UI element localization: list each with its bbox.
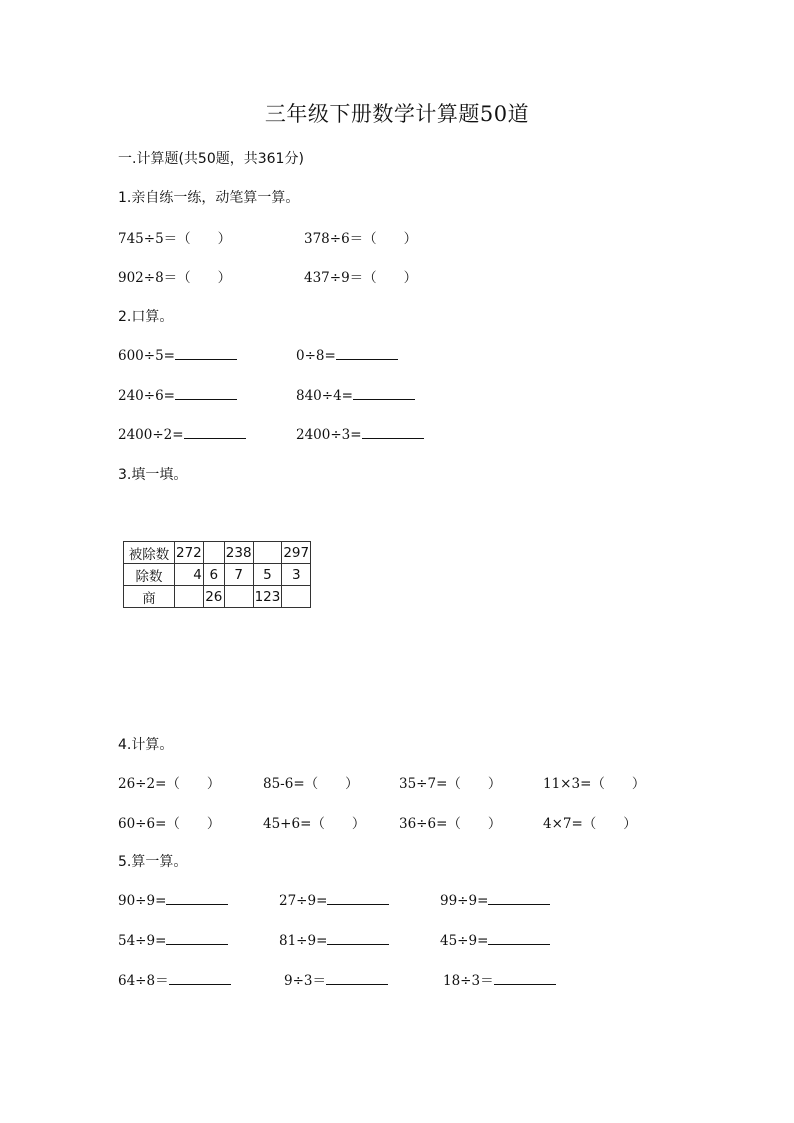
table-cell: 123 xyxy=(253,586,282,608)
table-row xyxy=(124,586,311,608)
table-cell: 297 xyxy=(282,542,311,564)
q4-item: 60÷6=（ ） xyxy=(118,816,221,832)
q2-item: 240÷6= xyxy=(118,385,237,404)
page-title: 三年级下册数学计算题50道 xyxy=(264,102,530,126)
answer-blank[interactable] xyxy=(327,890,389,905)
answer-blank[interactable] xyxy=(166,890,228,905)
answer-blank[interactable] xyxy=(166,930,228,945)
table-cell: 4 xyxy=(175,564,204,586)
answer-blank[interactable] xyxy=(488,890,550,905)
q4-item: 11×3=（ ） xyxy=(543,776,646,792)
q1-item: 437÷9＝（ ） xyxy=(304,270,418,286)
q5-item: 81÷9= xyxy=(279,930,389,949)
table-row xyxy=(124,542,311,564)
table-cell[interactable] xyxy=(203,542,224,564)
q5-item: 9÷3＝ xyxy=(284,969,388,989)
q2-item: 2400÷3= xyxy=(296,424,424,443)
q1-item: 378÷6＝（ ） xyxy=(304,231,418,247)
answer-blank[interactable] xyxy=(184,424,246,439)
answer-blank[interactable] xyxy=(175,345,237,360)
table-cell[interactable] xyxy=(253,542,282,564)
table-cell[interactable] xyxy=(282,586,311,608)
answer-blank[interactable] xyxy=(169,970,231,985)
table-cell: 7 xyxy=(224,564,253,586)
q5-item: 90÷9= xyxy=(118,890,228,909)
answer-blank[interactable] xyxy=(327,930,389,945)
division-table xyxy=(123,541,311,608)
q1-heading: 1.亲自练一练，动笔算一算。 xyxy=(118,190,300,206)
q5-heading: 5.算一算。 xyxy=(118,854,188,870)
table-cell[interactable] xyxy=(175,586,204,608)
table-cell: 5 xyxy=(253,564,282,586)
answer-blank[interactable] xyxy=(326,970,388,985)
answer-blank[interactable] xyxy=(336,345,398,360)
q4-item: 36÷6=（ ） xyxy=(399,816,502,832)
answer-blank[interactable] xyxy=(353,385,415,400)
table-cell: 238 xyxy=(224,542,253,564)
q2-item: 2400÷2= xyxy=(118,424,246,443)
table-cell: 6 xyxy=(203,564,224,586)
q4-item: 85-6=（ ） xyxy=(263,776,359,792)
answer-blank[interactable] xyxy=(175,385,237,400)
q2-item: 0÷8= xyxy=(296,345,398,364)
table-cell: 被除数 xyxy=(124,542,175,564)
q5-item: 45÷9= xyxy=(440,930,550,949)
q4-heading: 4.计算。 xyxy=(118,737,174,753)
table-cell: 商 xyxy=(124,586,175,608)
q1-item: 745÷5＝（ ） xyxy=(118,231,232,247)
table-cell: 26 xyxy=(203,586,224,608)
q4-item: 4×7=（ ） xyxy=(543,816,637,832)
q5-item: 64÷8＝ xyxy=(118,969,231,989)
q2-item: 600÷5= xyxy=(118,345,237,364)
q5-item: 54÷9= xyxy=(118,930,228,949)
q4-item: 45+6=（ ） xyxy=(263,816,366,832)
table-cell: 3 xyxy=(282,564,311,586)
answer-blank[interactable] xyxy=(488,930,550,945)
q5-item: 99÷9= xyxy=(440,890,550,909)
answer-blank[interactable] xyxy=(362,424,424,439)
q3-heading: 3.填一填。 xyxy=(118,467,188,483)
q2-heading: 2.口算。 xyxy=(118,309,174,325)
q5-item: 27÷9= xyxy=(279,890,389,909)
q2-item: 840÷4= xyxy=(296,385,415,404)
table-cell: 除数 xyxy=(124,564,175,586)
q1-item: 902÷8＝（ ） xyxy=(118,270,232,286)
table-cell[interactable] xyxy=(224,586,253,608)
table-row xyxy=(124,564,311,586)
q4-item: 26÷2=（ ） xyxy=(118,776,221,792)
q4-item: 35÷7=（ ） xyxy=(399,776,502,792)
answer-blank[interactable] xyxy=(494,970,556,985)
q5-item: 18÷3＝ xyxy=(443,969,556,989)
section-heading: 一.计算题(共50题，共361分) xyxy=(118,151,304,167)
table-cell: 272 xyxy=(175,542,204,564)
